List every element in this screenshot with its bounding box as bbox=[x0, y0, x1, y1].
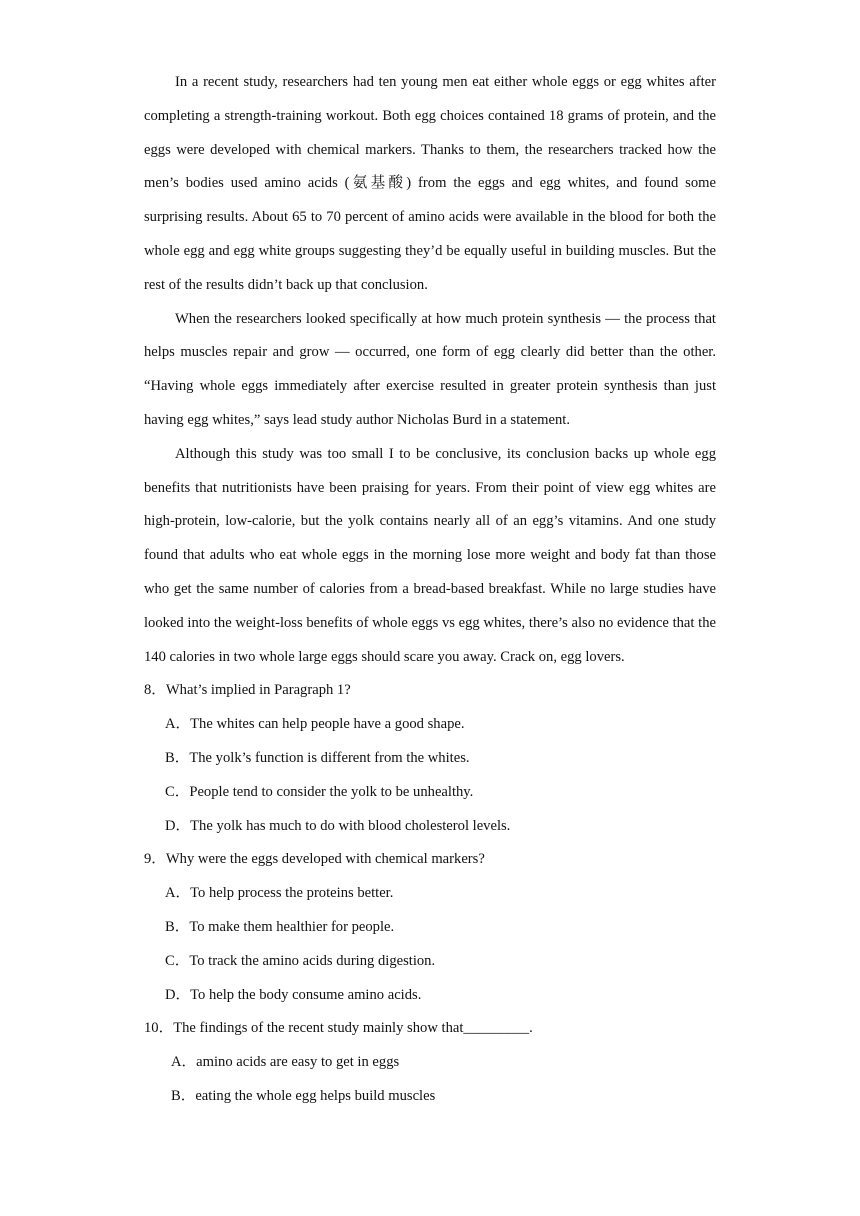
option-letter: A． bbox=[165, 885, 191, 902]
question-number: 10． bbox=[144, 1020, 174, 1037]
option-text: To make them healthier for people. bbox=[189, 918, 395, 935]
option-letter: A． bbox=[171, 1054, 197, 1071]
option-b[interactable] bbox=[144, 742, 716, 776]
option-letter: C． bbox=[165, 952, 190, 969]
option-c[interactable] bbox=[144, 945, 716, 979]
option-letter: D． bbox=[165, 986, 191, 1003]
option-text: The yolk has much to do with blood cholesterol levels. bbox=[190, 817, 511, 834]
option-letter: A． bbox=[165, 716, 191, 733]
option-a[interactable] bbox=[144, 877, 716, 911]
option-b[interactable] bbox=[144, 911, 716, 945]
option-d[interactable] bbox=[144, 979, 716, 1013]
option-b[interactable] bbox=[144, 1080, 716, 1114]
option-text: People tend to consider the yolk to be unhealthy. bbox=[189, 783, 474, 800]
option-a[interactable] bbox=[144, 708, 716, 742]
question-number: 9． bbox=[144, 851, 166, 868]
passage-paragraph-2: When the researchers looked specifically at how much protein synthesis — the process that helps muscles repair and grow — occurred, one form of egg clearly did better than the other. “Having whole eggs immediately after exercise resulted in greater protein synthesis than just having egg whites,” says lead study author Nicholas Burd in a statement. bbox=[144, 310, 716, 428]
question-number: 8． bbox=[144, 682, 166, 699]
option-letter: B． bbox=[165, 749, 190, 766]
option-d[interactable] bbox=[144, 810, 716, 844]
document-page bbox=[144, 66, 716, 1114]
option-letter: C． bbox=[165, 783, 190, 800]
question-text: What’s implied in Paragraph 1? bbox=[165, 682, 351, 699]
option-text: To help the body consume amino acids. bbox=[190, 986, 422, 1003]
option-text: eating the whole egg helps build muscles bbox=[195, 1087, 436, 1104]
option-c[interactable] bbox=[144, 776, 716, 810]
option-text: The whites can help people have a good shape. bbox=[190, 716, 465, 733]
passage-paragraph-3: Although this study was too small I to be conclusive, its conclusion backs up whole egg benefits that nutritionists have been praising for years. From their point of view egg whites are high-protein, low-calorie, but the yolk contains nearly all of an egg’s vitamins. And one study found that adults who eat whole eggs in the morning lose more weight and body fat than those who get the same number of calories from a bread-based breakfast. While no large studies have looked into the weight-loss benefits of whole eggs vs egg whites, there’s also no evidence that the 140 calories in two whole large eggs should scare you away. Crack on, egg lovers. bbox=[144, 445, 716, 665]
option-text: amino acids are easy to get in eggs bbox=[196, 1054, 400, 1071]
question-text: The findings of the recent study mainly show that_________. bbox=[173, 1020, 533, 1037]
option-letter: D． bbox=[165, 817, 191, 834]
option-a[interactable] bbox=[144, 1046, 716, 1080]
question-stem bbox=[144, 674, 716, 708]
question-stem bbox=[144, 1012, 716, 1046]
question-10 bbox=[144, 1012, 716, 1113]
option-letter: B． bbox=[171, 1087, 196, 1104]
question-9 bbox=[144, 843, 716, 1012]
option-text: To help process the proteins better. bbox=[190, 885, 394, 902]
question-text: Why were the eggs developed with chemical markers? bbox=[165, 851, 485, 868]
question-stem bbox=[144, 843, 716, 877]
passage-paragraph-1: In a recent study, researchers had ten young men eat either whole eggs or egg whites after completing a strength-training workout. Both egg choices contained 18 grams of protein, and the eggs were developed with chemical markers. Thanks to them, the researchers tracked how the men’s bodies used amino acids (氨基酸) from the eggs and egg whites, and found some surprising results. About 65 to 70 percent of amino acids were available in the blood for both the whole egg and egg white groups suggesting they’d be equally useful in building muscles. But the rest of the results didn’t back up that conclusion. bbox=[144, 74, 716, 293]
option-text: The yolk’s function is different from the whites. bbox=[189, 749, 470, 766]
option-letter: B． bbox=[165, 918, 190, 935]
question-8 bbox=[144, 674, 716, 843]
option-text: To track the amino acids during digestion. bbox=[189, 952, 436, 969]
